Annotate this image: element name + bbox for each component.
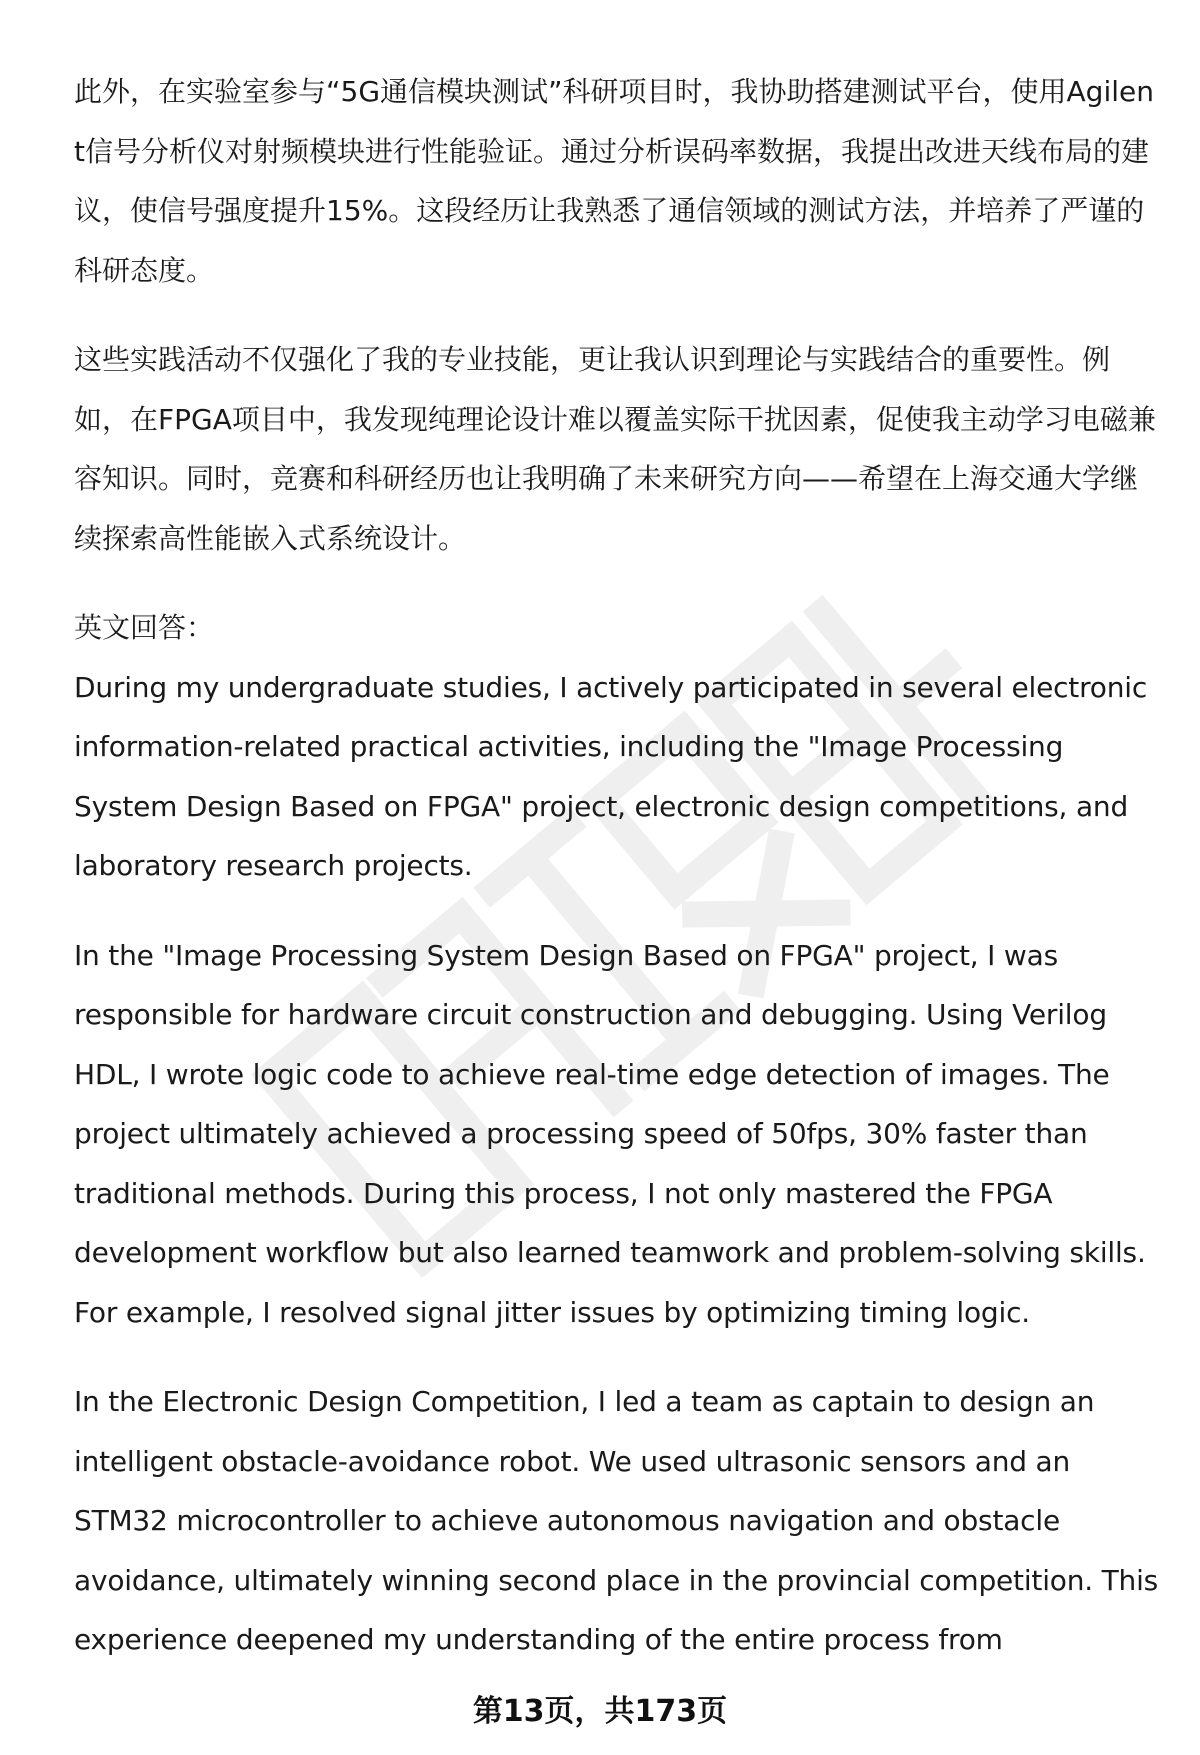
- paragraph-zh-2: 这些实践活动不仅强化了我的专业技能，更让我认识到理论与实践结合的重要性。例如，在FPGA项目中，我发现纯理论设计难以覆盖实际干扰因素，促使我主动学习电磁兼容知识。同时，竞赛和科研经历也让我明确了未来研究方向——希望在上海交通大学继续探索高性能嵌入式系统设计。: [74, 343, 1156, 555]
- page-number-footer: 第13页，共173页: [472, 1694, 728, 1729]
- paragraph-en-3: In the Electronic Design Competition, I led a team as captain to design an intelligent obstacle-avoidance robot. We used ultrasonic sensors and an STM32 microcontroller to achieve autonomous navigation and obstacle avoidance, ultimately winning second place in the provincial competition. This experience deepened my understanding of the entire process from: [74, 1385, 1159, 1656]
- paragraph-zh-1: 此外，在实验室参与“5G通信模块测试”科研项目时，我协助搭建测试平台，使用Agilent信号分析仪对射频模块进行性能验证。通过分析误码率数据，我提出改进天线布局的建议，使信号强度提升15%。这段经历让我熟悉了通信领域的测试方法，并培养了严谨的科研态度。: [74, 75, 1154, 287]
- paragraph-en-2: In the "Image Processing System Design Based on FPGA" project, I was responsible for hardware circuit construction and debugging. Using Verilog HDL, I wrote logic code to achieve real-time edge detection of images. The project ultimately achieved a processing speed of 50fps, 30% faster than traditional methods. During this process, I not only mastered the FPGA development workflow but also learned teamwork and problem-solving skills. For example, I resolved signal jitter issues by optimizing timing logic.: [74, 938, 1146, 1329]
- document-body: [74, 62, 1160, 1700]
- english-answer-heading: 英文回答：: [74, 611, 215, 644]
- paragraph-en-1: During my undergraduate studies, I actively participated in several electronic information-related practical activities, including the "Image Processing System Design Based on FPGA" project, electronic design competitions, and laboratory research projects.: [74, 670, 1148, 882]
